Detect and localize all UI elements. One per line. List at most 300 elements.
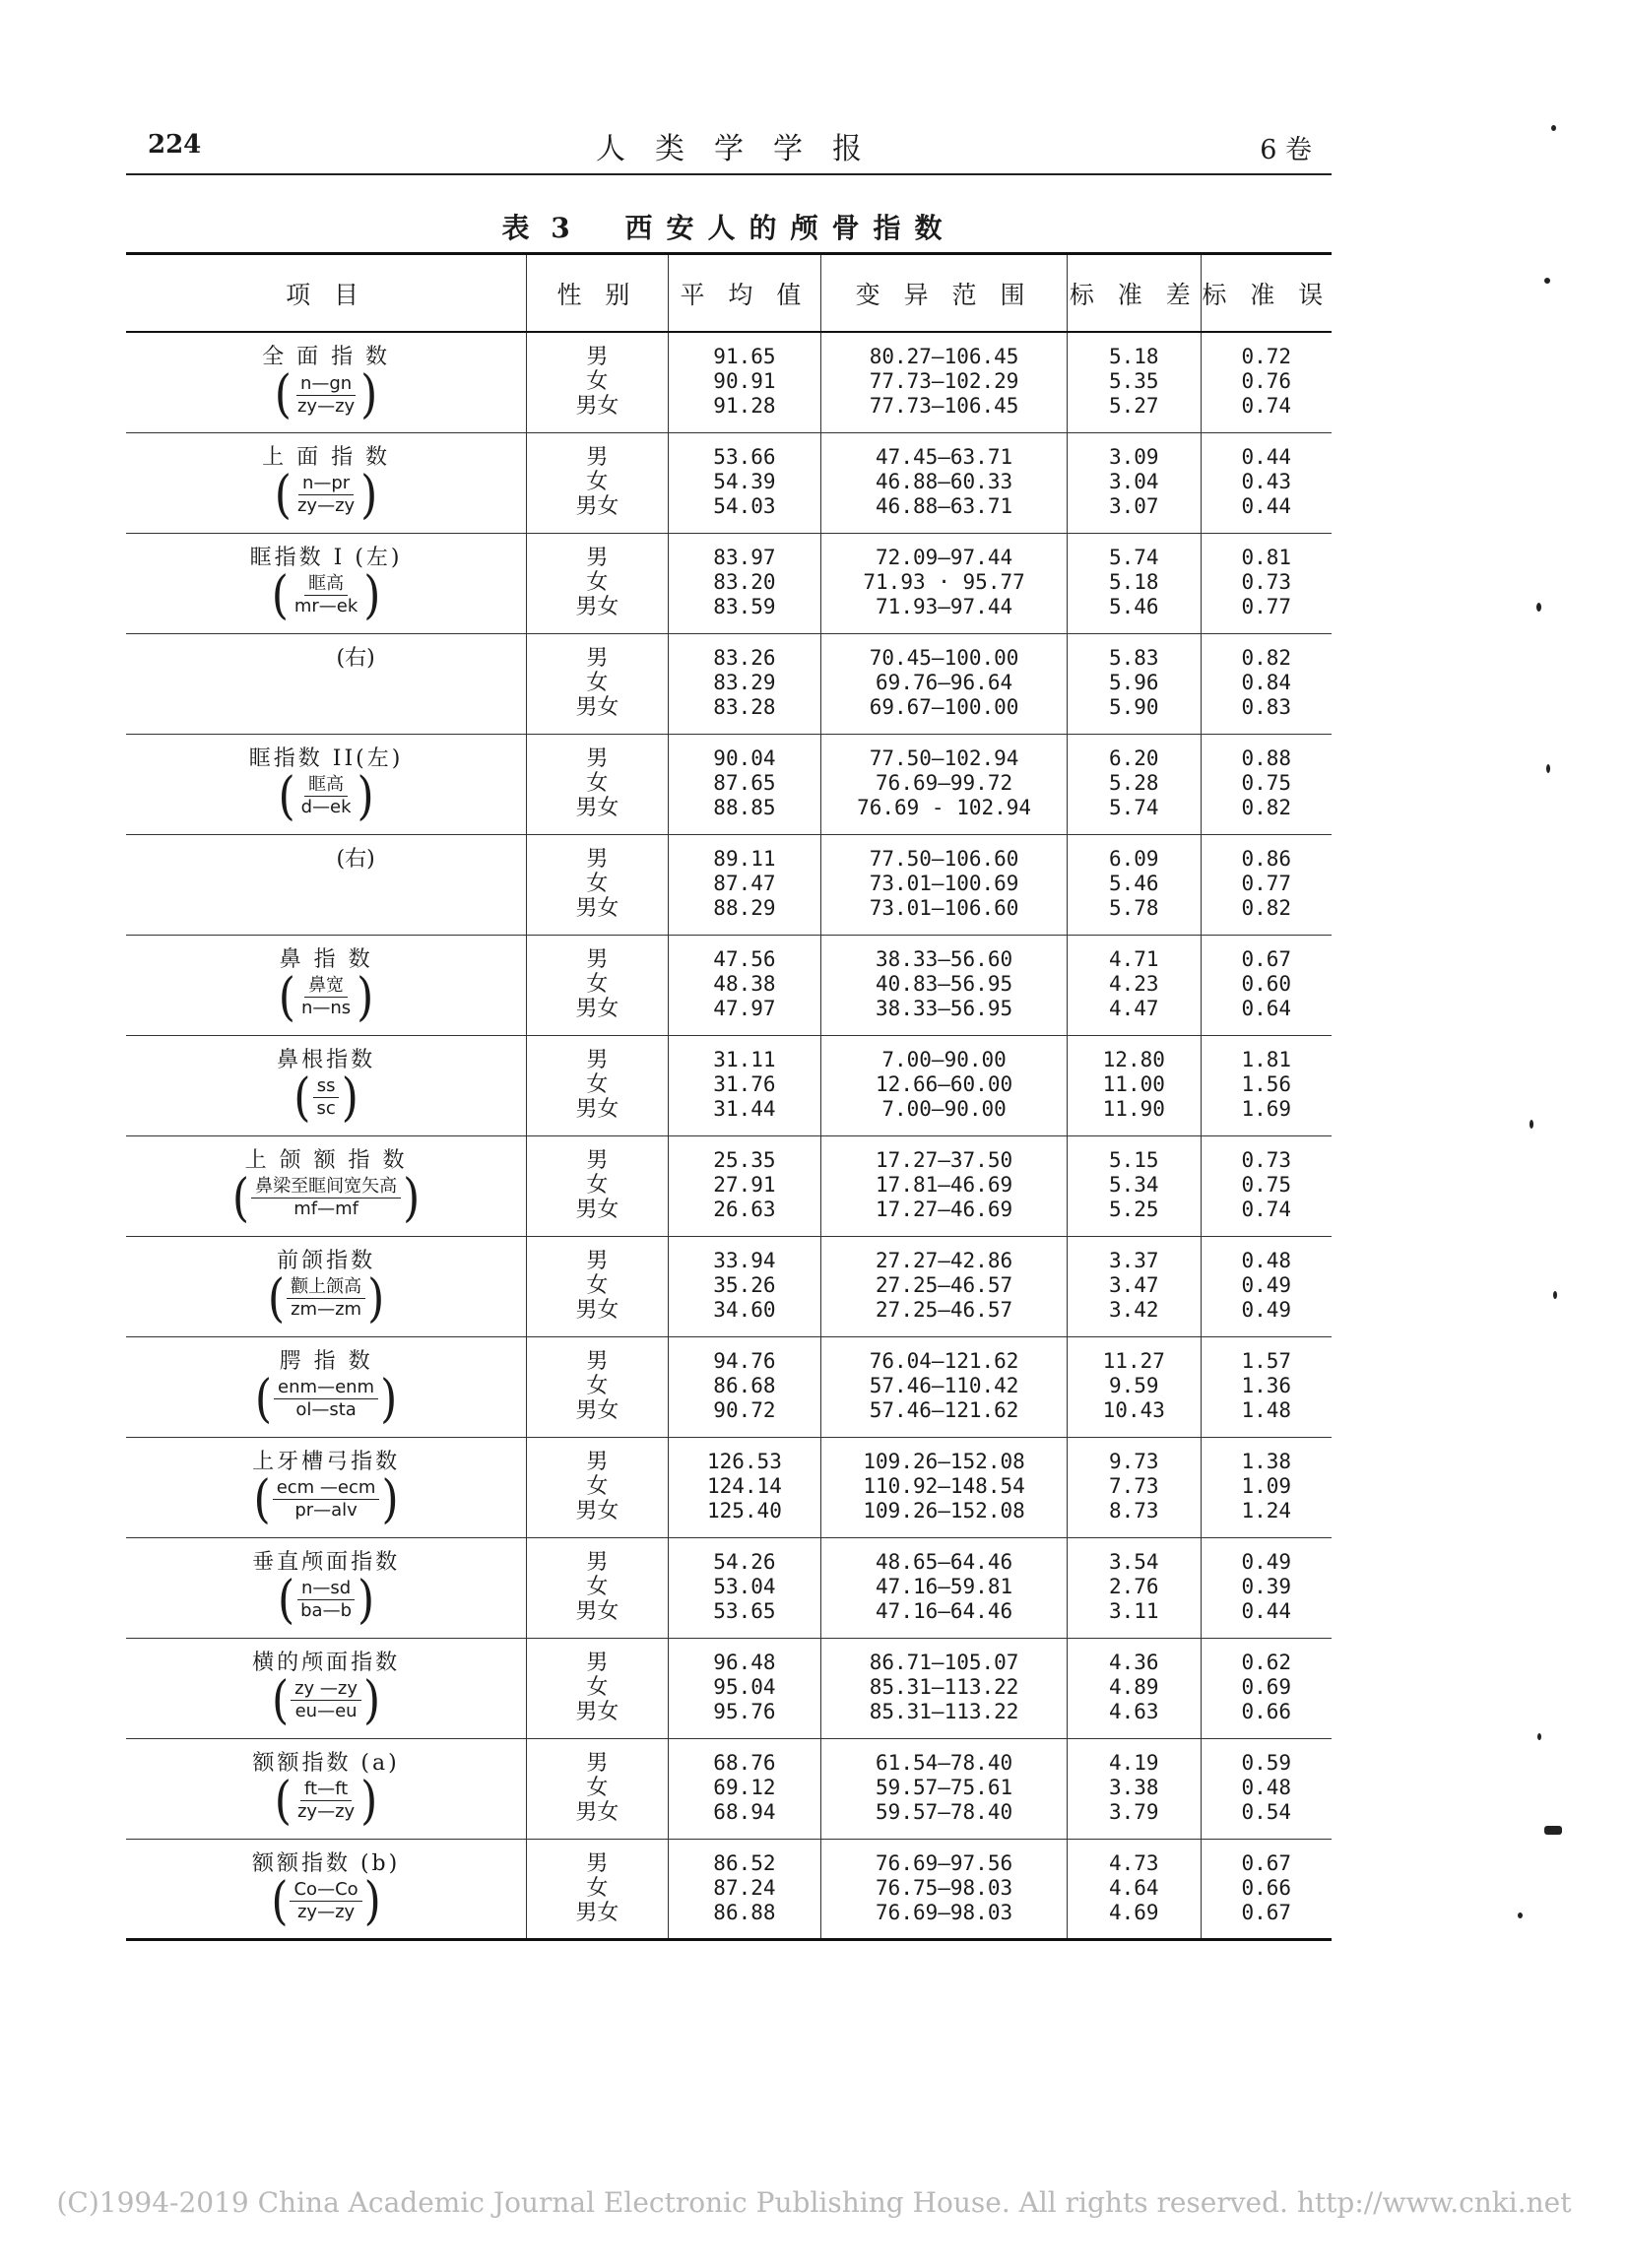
sex-value: 男女 (575, 694, 619, 720)
se-value: 1.69 (1241, 1096, 1292, 1121)
formula-numerator: 颧上颌高 (287, 1276, 365, 1299)
se-cell (1201, 332, 1332, 432)
sd-value: 6.09 (1108, 846, 1159, 871)
left-paren: ( (267, 1267, 286, 1328)
se-cell (1201, 734, 1332, 834)
formula-denominator: zy—zy (296, 495, 356, 516)
mean-value: 83.29 (713, 670, 776, 694)
sex-value: 男 (586, 1147, 609, 1173)
formula-numerator: ss (313, 1075, 340, 1098)
se-value: 0.60 (1241, 971, 1292, 996)
index-formula (271, 1870, 381, 1931)
left-paren: ( (278, 765, 295, 826)
index-formula (271, 564, 381, 625)
range-value: 27.25—46.57 (876, 1272, 1013, 1297)
se-value: 1.81 (1241, 1047, 1292, 1071)
sex-cell (527, 432, 669, 533)
index-name-cell (126, 935, 527, 1035)
scan-speck (1536, 603, 1541, 612)
se-value: 0.88 (1241, 745, 1292, 770)
index-name: 额额指数 (b) (251, 1850, 401, 1876)
sd-value: 3.37 (1108, 1248, 1159, 1272)
right-paren: ) (357, 765, 374, 826)
se-value: 1.57 (1241, 1348, 1292, 1373)
sex-cell (527, 1236, 669, 1336)
mean-cell (668, 1437, 820, 1537)
se-cell (1201, 1537, 1332, 1638)
se-value: 0.73 (1241, 569, 1292, 594)
mean-value: 83.59 (713, 594, 776, 618)
se-value: 0.81 (1241, 545, 1292, 569)
running-header (126, 124, 1332, 173)
se-value: 1.56 (1241, 1071, 1292, 1096)
fraction (287, 1276, 365, 1321)
se-value: 1.48 (1241, 1397, 1292, 1422)
se-value: 0.49 (1241, 1272, 1292, 1297)
se-cell (1201, 633, 1332, 734)
right-paren: ) (341, 1067, 358, 1128)
table-body (126, 332, 1332, 1939)
formula-numerator: enm—enm (274, 1377, 378, 1399)
table-row (126, 1035, 1332, 1135)
fraction (290, 1879, 361, 1923)
mean-value: 87.65 (713, 770, 776, 795)
se-cell (1201, 533, 1332, 633)
range-cell (821, 1437, 1068, 1537)
sex-value: 男 (586, 846, 609, 872)
mean-cell (668, 1236, 820, 1336)
index-name: 上 颌 额 指 数 (244, 1147, 408, 1173)
mean-cell (668, 1035, 820, 1135)
index-name: 鼻 指 数 (279, 946, 373, 972)
index-name-cell (126, 332, 527, 432)
mean-value: 83.97 (713, 545, 776, 569)
index-formula (277, 1569, 375, 1630)
sex-value: 女 (586, 569, 609, 595)
index-formula (231, 1167, 421, 1228)
sd-cell (1068, 1738, 1202, 1839)
formula-numerator: ecm —ecm (273, 1477, 380, 1500)
sd-value: 3.47 (1108, 1272, 1159, 1297)
sex-value: 男女 (575, 1498, 619, 1523)
sex-cell (527, 834, 669, 935)
se-cell (1201, 834, 1332, 935)
sex-cell (527, 1336, 669, 1437)
sd-cell (1068, 1537, 1202, 1638)
formula-numerator: ft—ft (300, 1779, 352, 1801)
se-value: 0.44 (1241, 493, 1292, 518)
sd-value: 4.69 (1108, 1900, 1159, 1924)
fraction (291, 1678, 361, 1722)
mean-value: 86.88 (713, 1900, 776, 1924)
mean-value: 48.38 (713, 971, 776, 996)
range-value: 47.45—63.71 (876, 444, 1013, 469)
range-value: 47.16—64.46 (876, 1598, 1013, 1623)
index-name: 垂直颅面指数 (252, 1549, 401, 1575)
sd-value: 5.96 (1108, 670, 1159, 694)
side-label: (右) (336, 645, 375, 671)
se-value: 0.66 (1241, 1875, 1292, 1900)
mean-value: 47.97 (713, 996, 776, 1020)
sex-cell (527, 1638, 669, 1738)
right-paren: ) (403, 1167, 421, 1228)
table-caption (126, 207, 1332, 246)
se-value: 0.67 (1241, 1850, 1292, 1875)
mean-value: 33.94 (713, 1248, 776, 1272)
sd-value: 12.80 (1102, 1047, 1165, 1071)
range-value: 48.65—64.46 (876, 1549, 1013, 1574)
mean-value: 69.12 (713, 1775, 776, 1799)
se-value: 0.82 (1241, 795, 1292, 819)
sex-value: 男女 (575, 1900, 619, 1925)
se-value: 0.67 (1241, 946, 1292, 971)
sd-value: 4.89 (1108, 1674, 1159, 1699)
copyright-footer: (C)1994-2019 China Academic Journal Electronic Publishing House. All rights reserved. http://www.cnki.net (56, 2186, 1572, 2219)
table-row (126, 432, 1332, 533)
scan-speck (1544, 278, 1550, 284)
mean-value: 87.47 (713, 871, 776, 895)
right-paren: ) (367, 1267, 385, 1328)
formula-numerator: 鼻宽 (304, 975, 348, 998)
sd-cell (1068, 1236, 1202, 1336)
range-value: 7.00—90.00 (881, 1096, 1007, 1121)
column-header: 标 准 误 (1201, 254, 1332, 333)
mean-value: 27.91 (713, 1172, 776, 1197)
mean-value: 68.94 (713, 1799, 776, 1824)
range-value: 69.76—96.64 (876, 670, 1013, 694)
column-header: 变 异 范 围 (821, 254, 1068, 333)
range-value: 17.27—46.69 (876, 1197, 1013, 1221)
index-name: 鼻根指数 (277, 1047, 376, 1072)
left-paren: ( (274, 464, 292, 525)
index-name: 额额指数 (a) (252, 1750, 400, 1776)
range-value: 71.93 · 95.77 (863, 569, 1025, 594)
right-paren: ) (360, 363, 378, 424)
index-name-cell (126, 1236, 527, 1336)
index-name-cell (126, 432, 527, 533)
left-paren: ( (293, 1067, 311, 1128)
formula-denominator: pr—alv (294, 1500, 358, 1521)
index-name: 腭 指 数 (279, 1348, 373, 1374)
formula-numerator: 眶高 (304, 573, 348, 596)
range-value: 77.50—102.94 (869, 745, 1019, 770)
mean-cell (668, 935, 820, 1035)
range-cell (821, 1839, 1068, 1939)
formula-denominator: ba—b (300, 1600, 353, 1621)
sex-value: 男女 (575, 1799, 619, 1825)
sex-value: 男女 (575, 895, 619, 921)
range-value: 57.46—121.62 (869, 1397, 1019, 1422)
fraction (293, 1779, 358, 1823)
table-row (126, 332, 1332, 432)
range-value: 85.31—113.22 (869, 1699, 1019, 1723)
range-value: 7.00—90.00 (881, 1047, 1007, 1071)
fraction (291, 573, 361, 617)
right-paren: ) (357, 966, 374, 1027)
se-value: 0.75 (1241, 1172, 1292, 1197)
range-value: 77.73—106.45 (869, 394, 1019, 418)
scan-speck (1551, 125, 1556, 131)
table-row (126, 1135, 1332, 1236)
mean-value: 54.03 (713, 493, 776, 518)
range-value: 38.33—56.60 (876, 946, 1013, 971)
range-value: 109.26—152.08 (863, 1449, 1025, 1473)
sex-value: 女 (586, 1272, 609, 1298)
range-value: 76.69 - 102.94 (857, 795, 1032, 819)
se-cell (1201, 1638, 1332, 1738)
mean-value: 53.66 (713, 444, 776, 469)
fraction (297, 774, 356, 818)
range-cell (821, 633, 1068, 734)
se-value: 1.38 (1241, 1449, 1292, 1473)
mean-value: 31.76 (713, 1071, 776, 1096)
se-value: 0.43 (1241, 469, 1292, 493)
se-value: 0.82 (1241, 895, 1292, 920)
sex-cell (527, 935, 669, 1035)
se-cell (1201, 1035, 1332, 1135)
se-value: 0.67 (1241, 1900, 1292, 1924)
se-value: 0.44 (1241, 1598, 1292, 1623)
se-value: 0.76 (1241, 369, 1292, 393)
index-formula (254, 1368, 398, 1429)
index-name-cell (126, 1336, 527, 1437)
range-value: 59.57—78.40 (876, 1799, 1013, 1824)
sex-value: 男女 (575, 996, 619, 1021)
formula-denominator: zy—zy (296, 1801, 356, 1822)
sex-value: 男 (586, 745, 609, 771)
mean-value: 124.14 (706, 1473, 782, 1498)
sex-value: 男女 (575, 1297, 619, 1323)
index-formula (274, 1770, 378, 1831)
sex-cell (527, 1035, 669, 1135)
se-value: 0.84 (1241, 670, 1292, 694)
index-name-cell (126, 834, 527, 935)
index-name-cell (126, 1537, 527, 1638)
sex-cell (527, 734, 669, 834)
range-value: 76.69—97.56 (876, 1850, 1013, 1875)
sex-cell (527, 1437, 669, 1537)
mean-value: 96.48 (713, 1650, 776, 1674)
range-cell (821, 1336, 1068, 1437)
mean-value: 89.11 (713, 846, 776, 871)
sd-value: 5.35 (1108, 369, 1159, 393)
mean-value: 53.65 (713, 1598, 776, 1623)
sd-value: 4.73 (1108, 1850, 1159, 1875)
se-value: 0.73 (1241, 1147, 1292, 1172)
index-name: 上牙槽弓指数 (252, 1449, 401, 1474)
table-row (126, 633, 1332, 734)
sex-value: 女 (586, 1373, 609, 1398)
sd-value: 5.28 (1108, 770, 1159, 795)
range-value: 76.75—98.03 (876, 1875, 1013, 1900)
range-value: 86.71—105.07 (869, 1650, 1019, 1674)
sex-value: 女 (586, 1172, 609, 1198)
se-value: 0.49 (1241, 1297, 1292, 1322)
sd-value: 11.90 (1102, 1096, 1165, 1121)
index-name-cell (126, 734, 527, 834)
right-paren: ) (363, 1669, 381, 1730)
mean-value: 47.56 (713, 946, 776, 971)
mean-value: 25.35 (713, 1147, 776, 1172)
sex-value: 男 (586, 444, 609, 470)
left-paren: ( (271, 564, 289, 625)
volume-label: 6 卷 (1260, 135, 1312, 165)
fraction (312, 1075, 339, 1120)
index-name-cell (126, 1839, 527, 1939)
formula-denominator: d—ek (300, 797, 352, 817)
range-value: 80.27—106.45 (869, 345, 1019, 368)
index-formula (253, 1468, 399, 1529)
mean-value: 90.04 (713, 745, 776, 770)
sd-value: 5.83 (1108, 645, 1159, 670)
sd-value: 3.54 (1108, 1549, 1159, 1574)
range-cell (821, 1236, 1068, 1336)
se-value: 0.39 (1241, 1574, 1292, 1598)
mean-cell (668, 1638, 820, 1738)
table-container (126, 252, 1332, 1941)
range-value: 47.16—59.81 (876, 1574, 1013, 1598)
sex-value: 男女 (575, 493, 619, 519)
sd-value: 3.11 (1108, 1598, 1159, 1623)
formula-denominator: sc (316, 1098, 336, 1119)
sd-cell (1068, 1437, 1202, 1537)
mean-value: 83.28 (713, 694, 776, 719)
table-row (126, 1236, 1332, 1336)
range-value: 110.92—148.54 (863, 1473, 1025, 1498)
sex-value: 女 (586, 469, 609, 494)
formula-numerator: 鼻梁至眶间宽矢高 (251, 1176, 401, 1199)
mean-value: 125.40 (706, 1498, 782, 1523)
range-value: 109.26—152.08 (863, 1498, 1025, 1523)
sd-value: 5.90 (1108, 694, 1159, 719)
sd-cell (1068, 332, 1202, 432)
scan-speck (1518, 1912, 1523, 1918)
index-formula (293, 1067, 358, 1128)
mean-value: 88.29 (713, 895, 776, 920)
fraction (293, 373, 358, 418)
sd-value: 5.34 (1108, 1172, 1159, 1197)
sex-value: 男 (586, 645, 609, 671)
range-value: 85.31—113.22 (869, 1674, 1019, 1699)
fraction (273, 1477, 380, 1522)
mean-cell (668, 834, 820, 935)
formula-denominator: eu—eu (294, 1701, 358, 1721)
sd-value: 4.36 (1108, 1650, 1159, 1674)
index-name: 眶指数 II(左) (248, 745, 404, 771)
sd-cell (1068, 1638, 1202, 1738)
sd-cell (1068, 1336, 1202, 1437)
left-paren: ( (231, 1167, 250, 1228)
range-value: 38.33—56.95 (876, 996, 1013, 1020)
sd-value: 10.43 (1102, 1397, 1165, 1422)
sex-value: 男 (586, 1650, 609, 1675)
mean-cell (668, 332, 820, 432)
sex-value: 女 (586, 871, 609, 896)
formula-numerator: n—sd (297, 1578, 355, 1600)
table-row (126, 1738, 1332, 1839)
page-number: 224 (148, 130, 202, 160)
sd-cell (1068, 633, 1202, 734)
table-row (126, 533, 1332, 633)
se-cell (1201, 1738, 1332, 1839)
range-cell (821, 1035, 1068, 1135)
sd-cell (1068, 734, 1202, 834)
index-formula (274, 363, 378, 424)
formula-denominator: zy—zy (296, 1902, 356, 1922)
range-cell (821, 432, 1068, 533)
se-value: 1.36 (1241, 1373, 1292, 1397)
range-value: 76.04—121.62 (869, 1348, 1019, 1373)
sd-value: 8.73 (1108, 1498, 1159, 1523)
sd-value: 9.59 (1108, 1373, 1159, 1397)
sex-value: 女 (586, 1473, 609, 1499)
table-row (126, 1537, 1332, 1638)
fraction (293, 473, 358, 517)
mean-value: 31.44 (713, 1096, 776, 1121)
se-value: 0.74 (1241, 394, 1292, 418)
sd-cell (1068, 834, 1202, 935)
se-value: 1.09 (1241, 1473, 1292, 1498)
sd-value: 4.19 (1108, 1750, 1159, 1775)
range-value: 76.69—98.03 (876, 1900, 1013, 1924)
table-header-row (126, 254, 1332, 333)
left-paren: ( (278, 966, 295, 1027)
range-cell (821, 734, 1068, 834)
se-value: 0.44 (1241, 444, 1292, 469)
sex-value: 男女 (575, 1096, 619, 1122)
journal-title: 人类学学报 (596, 132, 891, 166)
mean-value: 54.26 (713, 1549, 776, 1574)
sd-value: 9.73 (1108, 1449, 1159, 1473)
left-paren: ( (277, 1569, 295, 1630)
mean-cell (668, 1839, 820, 1939)
index-name-cell (126, 533, 527, 633)
se-value: 0.62 (1241, 1650, 1292, 1674)
sex-value: 男 (586, 545, 609, 570)
formula-numerator: n—gn (296, 373, 356, 396)
range-value: 57.46—110.42 (869, 1373, 1019, 1397)
sd-value: 11.27 (1102, 1348, 1165, 1373)
range-value: 27.27—42.86 (876, 1248, 1013, 1272)
sd-value: 6.20 (1108, 745, 1159, 770)
sex-value: 女 (586, 770, 609, 796)
sd-cell (1068, 1839, 1202, 1939)
range-value: 77.50—106.60 (869, 846, 1019, 871)
table-number: 表 3 (501, 212, 576, 244)
left-paren: ( (254, 1368, 273, 1429)
range-cell (821, 935, 1068, 1035)
formula-denominator: mf—mf (293, 1199, 358, 1219)
sex-cell (527, 332, 669, 432)
left-paren: ( (274, 363, 292, 424)
range-value: 59.57—75.61 (876, 1775, 1013, 1799)
formula-numerator: n—pr (298, 473, 354, 495)
left-paren: ( (271, 1870, 289, 1931)
cranial-index-table (126, 252, 1332, 1941)
se-cell (1201, 1135, 1332, 1236)
range-value: 73.01—106.60 (869, 895, 1019, 920)
sd-value: 5.18 (1108, 569, 1159, 594)
se-value: 0.75 (1241, 770, 1292, 795)
index-name: 前颌指数 (277, 1248, 376, 1273)
sex-value: 女 (586, 1775, 609, 1800)
index-formula (274, 464, 378, 525)
mean-value: 91.65 (713, 345, 776, 368)
sd-value: 3.04 (1108, 469, 1159, 493)
sd-cell (1068, 533, 1202, 633)
mean-value: 35.26 (713, 1272, 776, 1297)
sex-cell (527, 1135, 669, 1236)
